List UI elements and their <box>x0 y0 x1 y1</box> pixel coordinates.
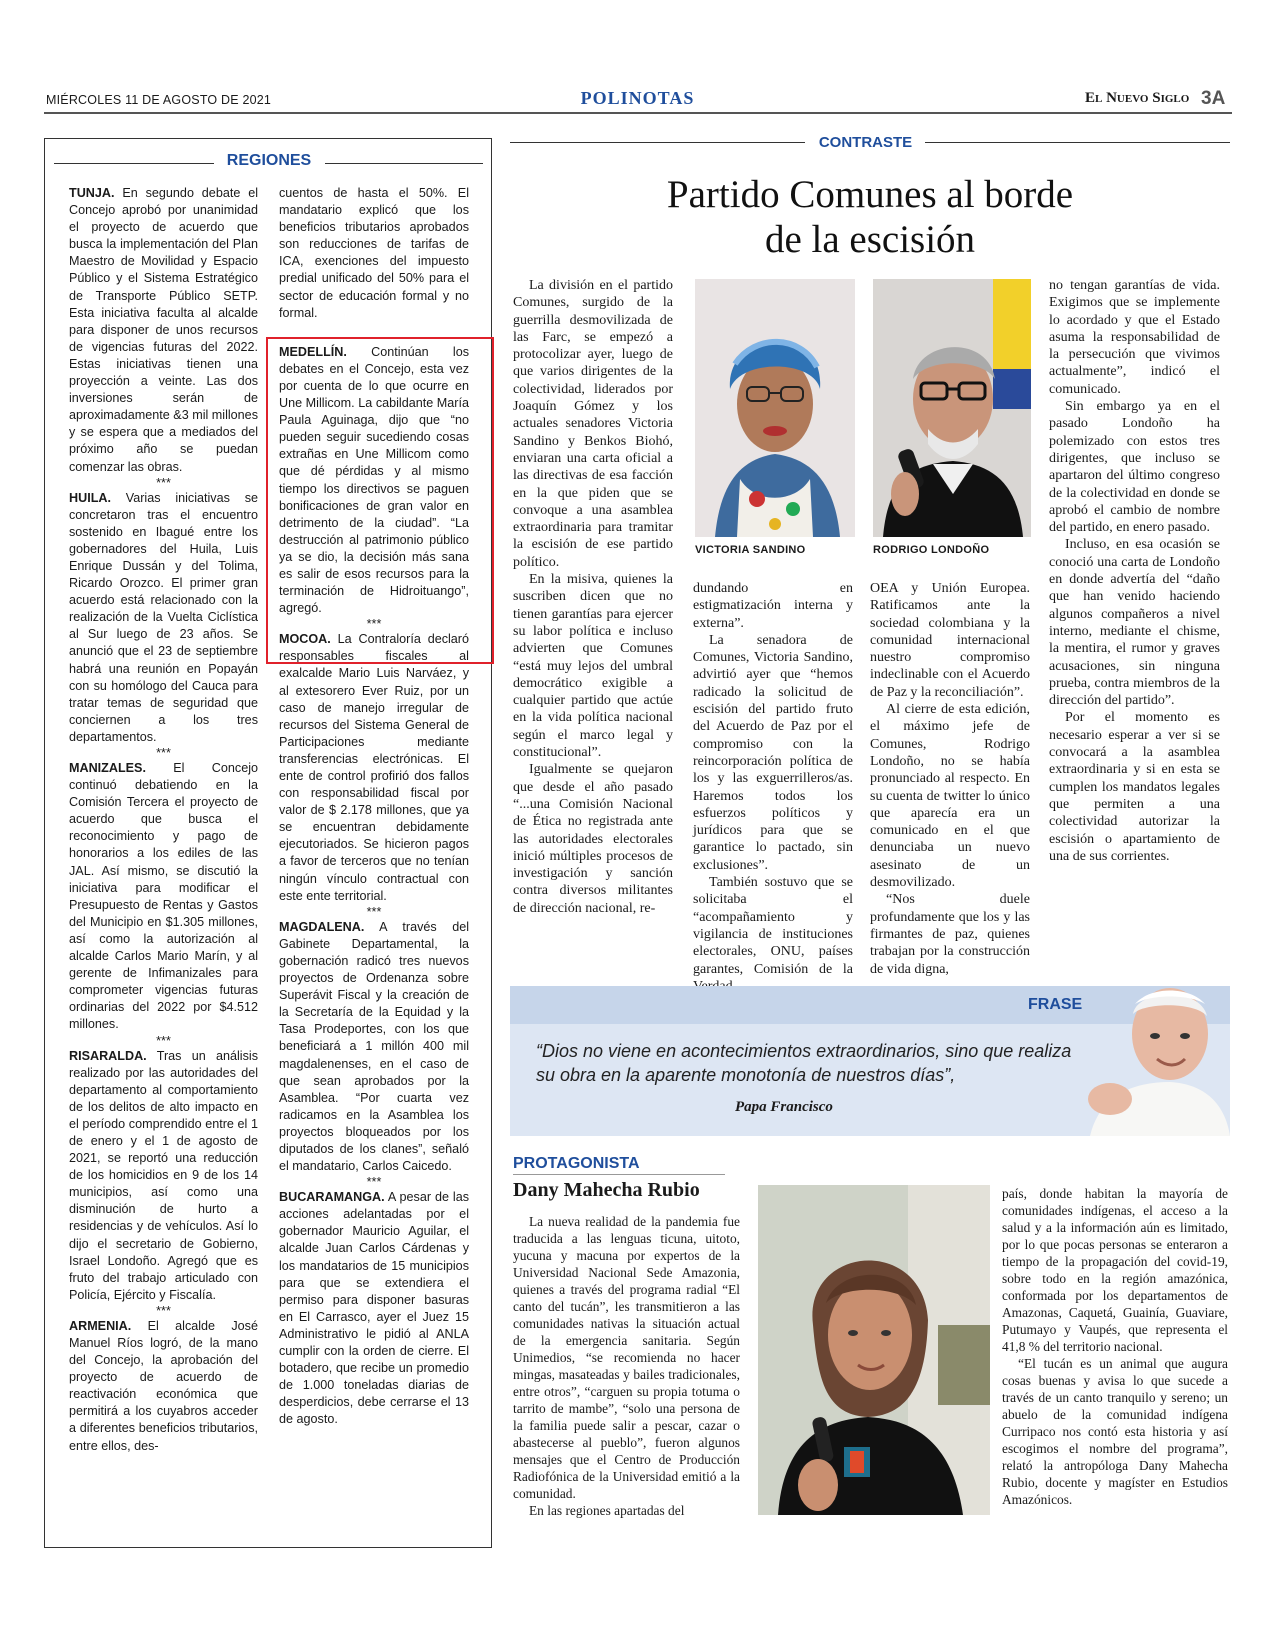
issue-date: MIÉRCOLES 11 DE AGOSTO DE 2021 <box>46 93 272 107</box>
contraste-label: CONTRASTE <box>818 134 913 151</box>
news-text: A través del Gabinete Departamental, la gobernación radicó tres nuevos proyectos de Ordenanza sobre Superávit Fiscal y la creación de la Secretaría de la Equidad y la Tasa Prodeportes, con los que beneficiará a 1 millón 400 mil magdalenenses, en el caso de que sean aprobados por la Asamblea. “Por cuarta vez radicamos en la Asamblea los proyectos bloqueados por los diputados de los clanes”, señaló el mandatario, Carlos Caicedo. <box>279 919 469 1174</box>
news-item <box>69 760 258 1034</box>
separator: *** <box>156 1303 171 1318</box>
person-illustration <box>873 279 1031 537</box>
article-column-1 <box>513 277 673 917</box>
paragraph: Al cierre de esta edición, el máximo jefe de Comunes, Rodrigo Londoño, no se había pronunciado al respecto. En su cuenta de twitter lo único que aparecía era un comunicado en el que denunciaba un nuevo asesinato de un desmovilizado. <box>870 702 1030 891</box>
paragraph: Sin embargo ya en el pasado Londoño ha polemizado con estos tres dirigentes, que incluso se apartaron del último congreso de la colectividad en donde se aprobó el cambio de nombre del partido, en enero pasado. <box>1049 399 1220 536</box>
news-item <box>69 1318 258 1455</box>
news-text: En segundo debate el Concejo aprobó por unanimidad el proyecto de acuerdo que busca la implementación del Plan Maestro de Movilidad y Espacio Público y el Sistema Estratégico de Transporte Público SETP. Esta iniciativa faculta al alcalde para disponer de unos recursos de vigencias futuras del 2022. Estas iniciativas tienen una proyección a veinte. Las dos inversiones serán de aproximadamente &3 mil millones y se espera que a mediados del próximo año se puedan comenzar las obras. <box>69 186 258 474</box>
paragraph: Por el momento es necesario esperar a ver si se convocará a la asamblea extraordinaria y si en esta se cumplen los mandatos legales que permiten a una colectividad autorizar la escisión o apartamiento de una de sus corrientes. <box>1049 710 1220 864</box>
person-illustration <box>1075 964 1230 1136</box>
regiones-title: REGIONES <box>226 152 312 169</box>
photo-caption: VICTORIA SANDINO <box>695 544 806 556</box>
paragraph: OEA y Unión Europea. Ratificamos ante la sociedad colombiana y la comunidad internacional nuestro compromiso indeclinable con el Acuerdo de Paz y la reconciliación”. <box>870 581 1030 700</box>
news-item <box>279 919 469 1175</box>
news-place: MAGDALENA. <box>279 919 365 934</box>
news-place: MOCOA. <box>279 632 331 647</box>
headline-line: Partido Comunes al borde <box>666 173 1074 216</box>
news-text: A pesar de las acciones adelantadas por el gobernador Mauricio Aguilar, el alcalde Juan Carlos Cárdenas y los mandatarios de 15 municipios para que se extendiera el permiso para disponer basuras en El Carrasco, ayer el Juez 15 Administrativo le pidió al ANLA cumplir con la orden de cierre. El botadero, que recibe un promedio de 1.000 toneladas diarias de desperdicios, debe cerrarse el 13 de agosto. <box>279 1190 469 1427</box>
article-column-2 <box>693 580 853 995</box>
separator: *** <box>366 904 382 919</box>
photo-papa-francisco <box>1075 964 1230 1136</box>
news-text: La Contraloría declaró responsables fiscales al exalcalde Mario Luis Narváez, y al extesorero Ever Ruiz, por un caso de manejo irregular de recursos del Sistema General de Participaciones mediante transferencias electrónicas. El ente de control profirió dos fallos con responsabilidad fiscal por valor de $ 2.178 millones, que ya se encuentran debidamente ejecutoriados. Se hicieron pagos a favor de terceros que no tenían ningún vínculo contractual con este ente territorial. <box>279 632 469 903</box>
protagonista-name: Dany Mahecha Rubio <box>513 1179 700 1201</box>
quote-text: “Dios no viene en acontecimientos extraordinarios, sino que realiza su obra en la aparente monotonía de nuestros días”, <box>536 1041 1072 1085</box>
news-text: Varias iniciativas se concretaron tras el encuentro sostenido en Ibagué entre los gobernadores del Huila, Luis Enrique Dussán y del Tolima, Ricardo Orozco. El primer gran acuerdo está relacionado con la realización de la Vuelta Ciclística al Sur luego de 23 años. Se anunció que el 23 de septiembre habrá una reunión en Popayán con su homólogo del Cauca para tratar temas de seguridad que conciernen a los tres departamentos. <box>69 490 258 744</box>
article-column-4 <box>1049 277 1220 865</box>
paragraph: La división en el partido Comunes, surgido de la guerrilla desmovilizada de las Farc, se empezó a protocolizar ayer, luego de que varios dirigentes de la colectividad, liderados por Joaquín Gómez y los actuales senadores Victoria Sandino y Benkos Biohó, enviaran una carta oficial a las directivas de esa facción en la que piden que se convoque a una asamblea extraordinaria para tramitar la escisión de ese partido político. <box>513 278 673 570</box>
separator: *** <box>156 475 171 490</box>
paragraph: En las regiones apartadas del <box>529 1503 685 1518</box>
news-place: BUCARAMANGA. <box>279 1190 385 1205</box>
headline-line: de la escisión <box>764 218 976 261</box>
news-place: MANIZALES. <box>69 761 146 775</box>
photo-caption: RODRIGO LONDOÑO <box>873 544 990 556</box>
news-text: Tras un análisis realizado por las autoridades del departamento al comportamiento de los delitos de alto impacto en el período comprendido entre el 1 de enero y el 1 de agosto de 2021, se reportó una reducción de los homicidios en 9 de los 14 municipios, así como una disminución de hurto a residencias y de vehículos. Así lo dijo el secretario de Gobierno, Israel Londoño. Agregó que es fruto del trabajo articulado con Policía, Ejército y Fiscalía. <box>69 1048 258 1302</box>
news-place: ARMENIA. <box>69 1318 132 1333</box>
paragraph: También sostuvo que se solicitaba el “acompañamiento y vigilancia de instituciones electorales, ONU, países garantes, Comisión de la <box>693 875 853 977</box>
paragraph: La nueva realidad de la pandemia fue traducida a las lenguas ticuna, uitoto, yucuna y macuna por expertos de la Universidad Nacional Sede Amazonia, quienes a través del programa radial “El canto del tucán”, les transmitieron a las comunidades nativas la situación actual de la emergencia sanitaria. Según Unimedios, “se recomienda no hacer mingas, masateadas y bailes tradicionales, entre otros”, “carguen su propia totuma o tarrito de mambe”, “solo una persona de la familia puede salir a pescar, cazar o abastecerse al pueblo”, fueron algunos mensajes que el Centro de Producción Radiofónica de la Universidad emitió a la comunidad. <box>513 1214 740 1501</box>
news-text: Continúan los debates en el Concejo, esta vez por cuenta de lo que ocurre en Une Millicom. La cabildante María Paula Aguinaga, dijo que “no pueden seguir sucediendo cosas extrañas en Une Millicom como que dé pérdidas y al mismo tiempo los directivos se paguen bonificaciones de gran valor en detrimento de la ciudad”. “La destrucción al patrimonio público ya se dio, la decisión más sana es salir de esos recursos para la terminación de Hidroituango”, agregó. <box>279 344 469 616</box>
newspaper-name: El Nuevo Siglo <box>1085 90 1190 106</box>
frase-label: FRASE <box>1028 996 1083 1013</box>
separator: *** <box>366 617 382 632</box>
highlight-box <box>266 337 494 664</box>
paragraph: “Nos duele profundamente que los y las firmantes de paz, quienes trabajan por la construcción de vida digna, <box>870 892 1030 977</box>
protagonista-label: PROTAGONISTA <box>513 1155 640 1172</box>
news-item <box>69 1048 258 1304</box>
news-place: MEDELLÍN. <box>279 344 347 359</box>
photo-victoria-sandino <box>695 279 855 537</box>
protagonista-column-1 <box>513 1213 740 1519</box>
paragraph: En la misiva, quienes la suscriben dicen que no tienen garantías para ejercer su labor política e incluso advierten que Comunes “está muy lejos del umbral democrático exigible a cualquier partido que actúe en la vida política nacional según el marco legal y constitucional”. <box>513 572 673 761</box>
protagonista-rule <box>513 1174 725 1175</box>
page-number: 3A <box>1201 88 1226 109</box>
header-rule <box>44 112 1232 114</box>
protagonista-column-2 <box>1002 1185 1228 1508</box>
person-illustration <box>758 1185 990 1515</box>
regiones-column-1 <box>69 185 258 1455</box>
paragraph: Igualmente se quejaron que desde el año pasado “...una Comisión Nacional de Ética no registrada ante las autoridades electorales inició múltiples procesos de investigación y sanción contra diversos militantes de dirección nacional, re- <box>513 762 673 916</box>
photo-dany-mahecha <box>758 1185 990 1515</box>
news-place: TUNJA. <box>69 186 115 200</box>
quote-author: Papa Francisco <box>735 1099 833 1115</box>
paragraph: país, donde habitan la mayoría de comunidades indígenas, el acceso a la salud y a la información aún es limitado, por lo que pocas personas se enteraron a tiempo de la propagación del covid-19, sobre todo en la región amazónica, conformada por los departamentos de Amazonas, Caquetá, Guainía, Guaviare, Putumayo y Vaupés, que representa el 41,8 % del territorio nacional. <box>1002 1186 1228 1354</box>
news-item <box>279 1189 469 1428</box>
person-illustration <box>695 279 855 537</box>
news-place: RISARALDA. <box>69 1048 147 1063</box>
news-text: El alcalde José Manuel Ríos logró, de la mano del Concejo, la aprobación del proyecto de acuerdo de reactivación económica que permitirá a los cuyabros acceder a diferentes beneficios tributarios, entre ellos, des- <box>69 1318 258 1453</box>
news-item <box>69 490 258 746</box>
paragraph: Incluso, en esa ocasión se conoció una carta de Londoño en donde advertía del “daño que han venido haciendo algunos compañeros a nivel interno, mediante el chisme, la mentira, el rumor y graves acusaciones, sin ninguna prueba, contra miembros de la dirección del partido”. <box>1049 537 1220 709</box>
headline <box>510 172 1230 262</box>
separator: *** <box>366 1175 382 1190</box>
separator: *** <box>156 1033 171 1048</box>
news-text: El Concejo continuó debatiendo en la Comisión Tercera el proyecto de acuerdo que busca el reconocimiento y pago de honorarios a los ediles de las JAL. Así mismo, se discutió la iniciativa para modificar el Presupuesto de Rentas y Gastos del Municipio en $1.305 millones, así como la autorización al alcalde Carlos Mario Marín, y al gerente de Infimanizales para comprometer vigencias futuras ordinarias del 2022 por $4.512 millones. <box>69 761 258 1032</box>
news-place: HUILA. <box>69 490 111 505</box>
news-item <box>69 185 258 476</box>
paragraph: no tengan garantías de vida. Exigimos que se implemente lo acordado y que el Estado asuma la responsabilidad de la persecución que vivimos actualmente”, indicó el comunicado. <box>1049 278 1220 397</box>
section-title: POLINOTAS <box>580 88 695 108</box>
separator: *** <box>156 746 171 760</box>
paragraph: “El tucán es un animal que augura cosas buenas y avisa lo que sucede a través de un canto tranquilo y sereno; un abuelo de la comunidad indígena Curripaco nos contó esta historia y así escogimos el nombre del programa”, relató la antropóloga Dany Mahecha Rubio, docente y magíster en Estudios Amazónicos. <box>1002 1356 1228 1507</box>
paragraph: La senadora de Comunes, Victoria Sandino, advirtió ayer que “hemos radicado la solicitud de escisión del partido fruto del Acuerdo de Paz por el compromiso con la reincorporación política de los y las exguerrilleros/as. Haremos todos los esfuerzos políticos y jurídicos para que se garantice lo pactado, sin exclusiones”. <box>693 632 853 873</box>
news-item <box>279 631 469 905</box>
paragraph: dundando en estigmatización interna y externa”. <box>693 581 853 631</box>
photo-rodrigo-londono <box>873 279 1031 537</box>
news-continuation: cuentos de hasta el 50%. El mandatario explicó que los beneficios tributarios aprobados son reducciones de tarifas de ICA, exenciones del impuesto predial unificado del 50% para el sector de educación formal y no formal. <box>279 186 469 320</box>
article-column-3 <box>870 580 1030 978</box>
